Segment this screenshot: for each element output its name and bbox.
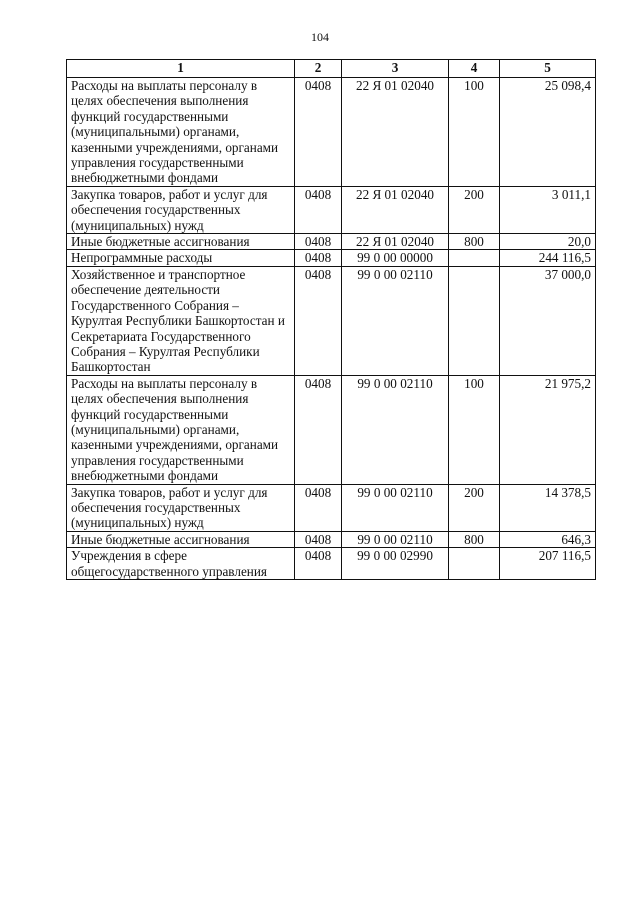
table-row — [67, 531, 596, 547]
header-col-3: 3 — [342, 60, 449, 78]
row-target-code: 22 Я 01 02040 — [342, 78, 449, 187]
row-section-code: 0408 — [295, 375, 342, 484]
row-amount: 14 378,5 — [500, 484, 596, 531]
table-row — [67, 234, 596, 250]
row-target-code: 99 0 00 02990 — [342, 548, 449, 580]
row-section-code: 0408 — [295, 484, 342, 531]
row-section-code: 0408 — [295, 548, 342, 580]
row-expense-type: 100 — [449, 375, 500, 484]
row-target-code: 99 0 00 00000 — [342, 250, 449, 266]
row-target-code: 99 0 00 02110 — [342, 531, 449, 547]
table-row — [67, 250, 596, 266]
row-amount: 21 975,2 — [500, 375, 596, 484]
row-expense-type — [449, 250, 500, 266]
row-amount: 646,3 — [500, 531, 596, 547]
row-name: Расходы на выплаты персоналу в целях обеспечения выполнения функций государственными (муниципальными) органами, казенными учреждениями, органами управления государственными внебюджетными фондами — [67, 375, 295, 484]
row-expense-type: 100 — [449, 78, 500, 187]
row-name: Хозяйственное и транспортное обеспечение деятельности Государственного Собрания – Курултая Республики Башкортостан и Секретариата Государственного Собрания – Курултая Республики Башкортостан — [67, 266, 295, 375]
row-expense-type — [449, 266, 500, 375]
row-expense-type: 200 — [449, 186, 500, 233]
table-header-row — [67, 60, 596, 78]
row-section-code: 0408 — [295, 531, 342, 547]
row-target-code: 99 0 00 02110 — [342, 484, 449, 531]
row-section-code: 0408 — [295, 266, 342, 375]
table-row — [67, 78, 596, 187]
row-amount: 20,0 — [500, 234, 596, 250]
row-expense-type — [449, 548, 500, 580]
row-amount: 207 116,5 — [500, 548, 596, 580]
row-target-code: 99 0 00 02110 — [342, 266, 449, 375]
header-col-4: 4 — [449, 60, 500, 78]
header-col-5: 5 — [500, 60, 596, 78]
row-expense-type: 800 — [449, 234, 500, 250]
row-name: Закупка товаров, работ и услуг для обеспечения государственных (муниципальных) нужд — [67, 186, 295, 233]
row-target-code: 99 0 00 02110 — [342, 375, 449, 484]
row-amount: 3 011,1 — [500, 186, 596, 233]
budget-table — [66, 59, 596, 580]
row-name: Закупка товаров, работ и услуг для обеспечения государственных (муниципальных) нужд — [67, 484, 295, 531]
row-amount: 25 098,4 — [500, 78, 596, 187]
row-amount: 244 116,5 — [500, 250, 596, 266]
row-name: Иные бюджетные ассигнования — [67, 234, 295, 250]
row-expense-type: 800 — [449, 531, 500, 547]
row-section-code: 0408 — [295, 78, 342, 187]
header-col-1: 1 — [67, 60, 295, 78]
page-number: 104 — [311, 30, 329, 44]
table-row — [67, 375, 596, 484]
row-target-code: 22 Я 01 02040 — [342, 234, 449, 250]
row-name: Непрограммные расходы — [67, 250, 295, 266]
row-amount: 37 000,0 — [500, 266, 596, 375]
row-section-code: 0408 — [295, 186, 342, 233]
row-section-code: 0408 — [295, 234, 342, 250]
row-section-code: 0408 — [295, 250, 342, 266]
header-col-2: 2 — [295, 60, 342, 78]
table-row — [67, 266, 596, 375]
row-name: Учреждения в сфере общегосударственного управления — [67, 548, 295, 580]
row-target-code: 22 Я 01 02040 — [342, 186, 449, 233]
row-name: Расходы на выплаты персоналу в целях обеспечения выполнения функций государственными (муниципальными) органами, казенными учреждениями, органами управления государственными внебюджетными фондами — [67, 78, 295, 187]
row-expense-type: 200 — [449, 484, 500, 531]
table-row — [67, 548, 596, 580]
row-name: Иные бюджетные ассигнования — [67, 531, 295, 547]
table-row — [67, 186, 596, 233]
table-row — [67, 484, 596, 531]
